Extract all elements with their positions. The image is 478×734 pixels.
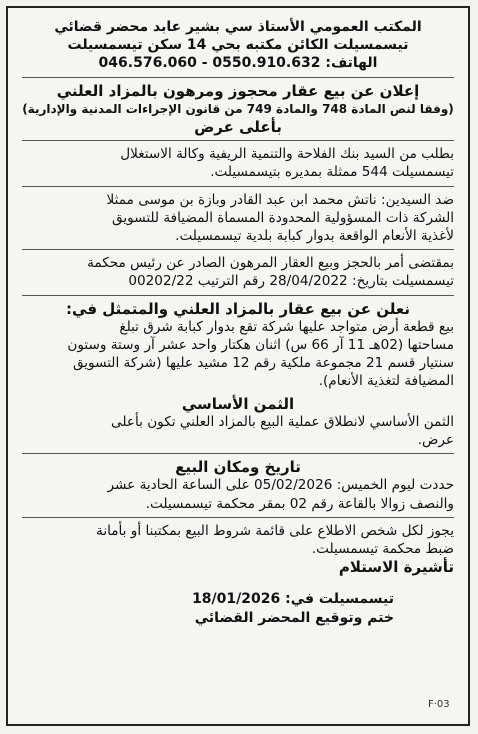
announcement-content (22, 18, 454, 627)
title-divider (22, 140, 454, 141)
divider (22, 517, 454, 518)
against-line-3: لأغذية الأنعام الواقعة بدوار كبابة بلدية تيسمسيلت. (175, 228, 454, 245)
order-line-2: تيسمسيلت بتاريخ: 28/04/2022 رقم الترتيب 00202/22 (128, 273, 454, 290)
header-divider (22, 77, 454, 78)
office-name: المكتب العمومي الأستاذ سي بشير عابد محضر قضائي (54, 19, 422, 35)
inspection-line-1: يجوز لكل شخص الاطلاع على قائمة شروط البيع بمكتبنا أو بأمانة (96, 522, 454, 539)
property-line-1: بيع قطعة أرض متواجد عليها شركة تقع بدوار كبابة شرق تبلغ (119, 318, 454, 335)
receipt-visa-heading: تأشيرة الاستلام (338, 558, 454, 577)
phone-label: الهاتف: (325, 55, 378, 72)
price-line-1: الثمن الأساسي لانطلاق عملية البيع بالمزاد العلني تكون بأعلى (111, 413, 454, 430)
requester-line-1: بطلب من السيد بنك الفلاحة والتنمية الريفية وكالة الاستغلال (120, 146, 454, 163)
divider (22, 295, 454, 296)
against-line-1: ضد السيدين: ناتش محمد ابن عبد القادر وبازة بن موسى ممثلا (106, 191, 454, 208)
date-place-heading: تاريخ ومكان البيع (175, 458, 301, 477)
property-line-2: مساحتها (02هـ 11 آر 66 س) اثنان هكتار واحد عشر آر وستة وستون (67, 337, 454, 354)
inspection-line-2: ضبط محكمة تيسمسيلت. (311, 541, 454, 558)
price-heading: الثمن الأساسي (181, 394, 295, 413)
legal-reference: (وفقا لنص المادة 748 والمادة 749 من قانون الإجراءات المدنية والإدارية) (22, 101, 454, 116)
requester-line-2: تيسمسيلت 544 ممثلة بمديره بتيسمسيلت. (210, 164, 454, 181)
property-line-3: سنتيار قسم 21 مجموعة ملكية رقم 12 مشيد عليها (شركة التسويق (72, 355, 454, 372)
announce-heading: نعلن عن بيع عقار بالمزاد العلني والمتمثل في: (66, 299, 410, 318)
signature-place-date: تيسمسيلت في: 18/01/2026 (192, 591, 394, 608)
highest-offer-title: بأعلى عرض (194, 118, 282, 137)
date-line-1: حددت ليوم الخميس: 05/02/2026 على الساعة الحادية عشر (107, 477, 454, 494)
announcement-frame (6, 6, 470, 726)
announcement-title: إعلان عن بيع عقار محجوز ومرهون بالمزاد العلني (56, 81, 420, 100)
office-address: تيسمسيلت الكائن مكتبه بحي 14 سكن تيسمسيلت (67, 37, 409, 54)
against-line-2: الشركة ذات المسؤولية المحدودة المسماة المضيافة للتسويق (112, 209, 454, 226)
date-line-2: والنصف زوالا بالقاعة رقم 02 بمقر محكمة تيسمسيلت. (145, 495, 454, 512)
signature-stamp-label: ختم وتوقيع المحضر القضائي (194, 609, 394, 626)
order-line-1: بمقتضى أمر بالحجز وبيع العقار المرهون الصادر عن رئيس محكمة (87, 255, 454, 272)
divider (22, 186, 454, 187)
property-line-4: المضيافة لتغذية الأنعام). (318, 373, 454, 390)
phone-numbers: 046.576.060 - 0550.910.632 (98, 55, 321, 72)
price-line-2: عرض. (417, 432, 454, 449)
page-code: F·03 (428, 699, 450, 710)
office-phone (22, 54, 454, 72)
divider (22, 453, 454, 454)
divider (22, 249, 454, 250)
